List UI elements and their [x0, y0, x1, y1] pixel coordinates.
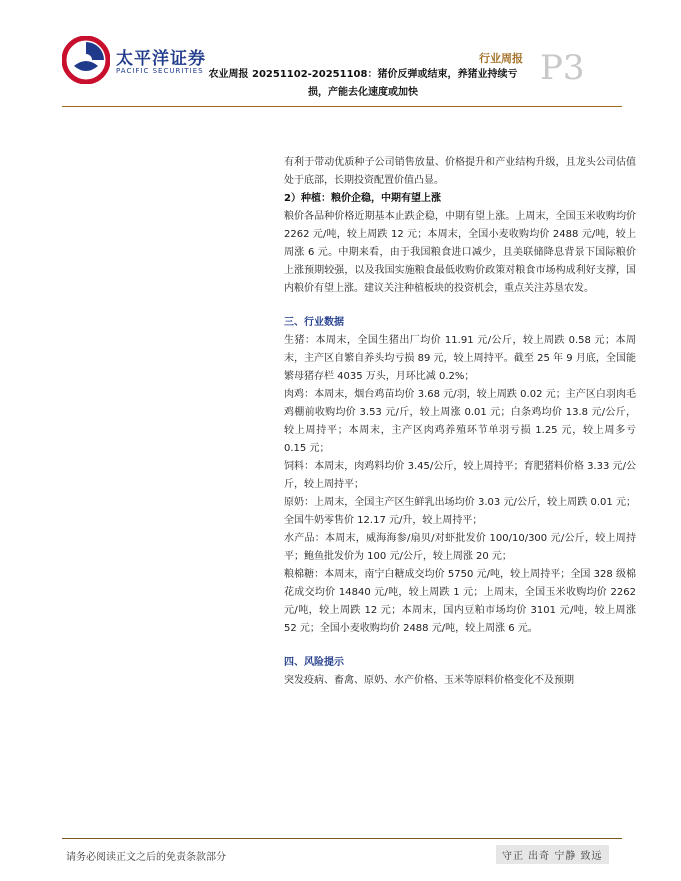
report-title-line-1: 农业周报 20251102-20251108：猪价反弹或结束，养猪业持续亏 — [208, 69, 518, 80]
paragraph-aquatic: 水产品：本周末，威海海参/扇贝/对虾批发价 100/10/300 元/公斤，较上周持平；鲍鱼批发价为 100 元/公斤，较上周涨 20 元； — [284, 533, 636, 562]
pacific-securities-logo-icon — [62, 36, 110, 84]
paragraph-milk: 原奶：上周末，全国主产区生鲜乳出场均价 3.03 元/公斤，较上周跌 0.01 元；全国牛奶零售价 12.17 元/升，较上周持平； — [284, 497, 636, 526]
logo-english-name: PACIFIC SECURITIES — [116, 67, 204, 75]
report-title-line-2: 损，产能去化速度或加快 — [308, 87, 418, 98]
section-heading-risk: 四、风险提示 — [284, 657, 344, 668]
subheading-planting: 2）种植：粮价企稳，中期有望上涨 — [284, 193, 441, 204]
paragraph-planting: 粮价各品种价格近期基本止跌企稳，中期有望上涨。上周末，全国玉米收购均价 2262 元/吨，较上周跌 12 元；本周末，全国小麦收购均价 2488 元/吨，较上周涨 6 元。中期来看，由于我国粮食进口减少，且美联储降息背景下国际粮价上涨预期较强，以及我国实施粮食最低收购价政策对粮食市场构成利好支撑，国内粮价有望上涨。建议关注种植板块的投资机会，重点关注苏垦农发。 — [284, 211, 636, 294]
footer-slogan: 守正 出奇 宁静 致远 — [496, 845, 609, 864]
logo-chinese-name: 太平洋证券 — [116, 49, 206, 69]
paragraph-grain-cotton-sugar: 粮棉糖：本周末，南宁白糖成交均价 5750 元/吨，较上周持平；全国 328 级棉花成交均价 14840 元/吨，较上周跌 1 元；上周末，全国玉米收购均价 2262 元/吨，较上周跌 12 元；本周末，国内豆粕市场均价 3101 元/吨，较上周涨 52 元；全国小麦收购均价 2488 元/吨，较上周涨 6 元。 — [284, 569, 636, 634]
page-header — [0, 0, 681, 120]
report-title — [203, 66, 523, 102]
footer-divider — [62, 838, 622, 839]
section-heading-industry-data: 三、行业数据 — [284, 317, 344, 328]
paragraph-seed-continuation: 有利于带动优质种子公司销售放量、价格提升和产业结构升级，且龙头公司估值处于底部，长期投资配置价值凸显。 — [284, 157, 636, 186]
main-content — [284, 154, 636, 690]
report-type-label: 行业周报 — [479, 52, 523, 65]
footer-disclaimer: 请务必阅读正文之后的免责条款部分 — [66, 852, 226, 863]
paragraph-feed: 饲料：本周末，肉鸡料均价 3.45/公斤，较上周持平；育肥猪料价格 3.33 元/公斤，较上周持平； — [284, 461, 636, 490]
paragraph-chicken: 肉鸡：本周末，烟台鸡苗均价 3.68 元/羽，较上周跌 0.02 元；主产区白羽肉毛鸡棚前收购均价 3.53 元/斤，较上周涨 0.01 元；白条鸡均价 13.8 元/公斤，较上周持平；本周末，主产区肉鸡养殖环节单羽亏损 1.25 元，较上周多亏 0.15 元； — [284, 389, 636, 454]
paragraph-risk: 突发疫病、畜禽、原奶、水产价格、玉米等原料价格变化不及预期 — [284, 675, 574, 686]
paragraph-hog: 生猪：本周末，全国生猪出厂均价 11.91 元/公斤，较上周跌 0.58 元；本周末，主产区自繁自养头均亏损 89 元，较上周持平。截至 25 年 9 月底，全国能繁母猪存栏 4035 万头，月环比减 0.2%； — [284, 335, 636, 382]
header-divider — [62, 106, 622, 107]
company-logo — [62, 36, 206, 86]
page-number: P3 — [540, 48, 585, 88]
